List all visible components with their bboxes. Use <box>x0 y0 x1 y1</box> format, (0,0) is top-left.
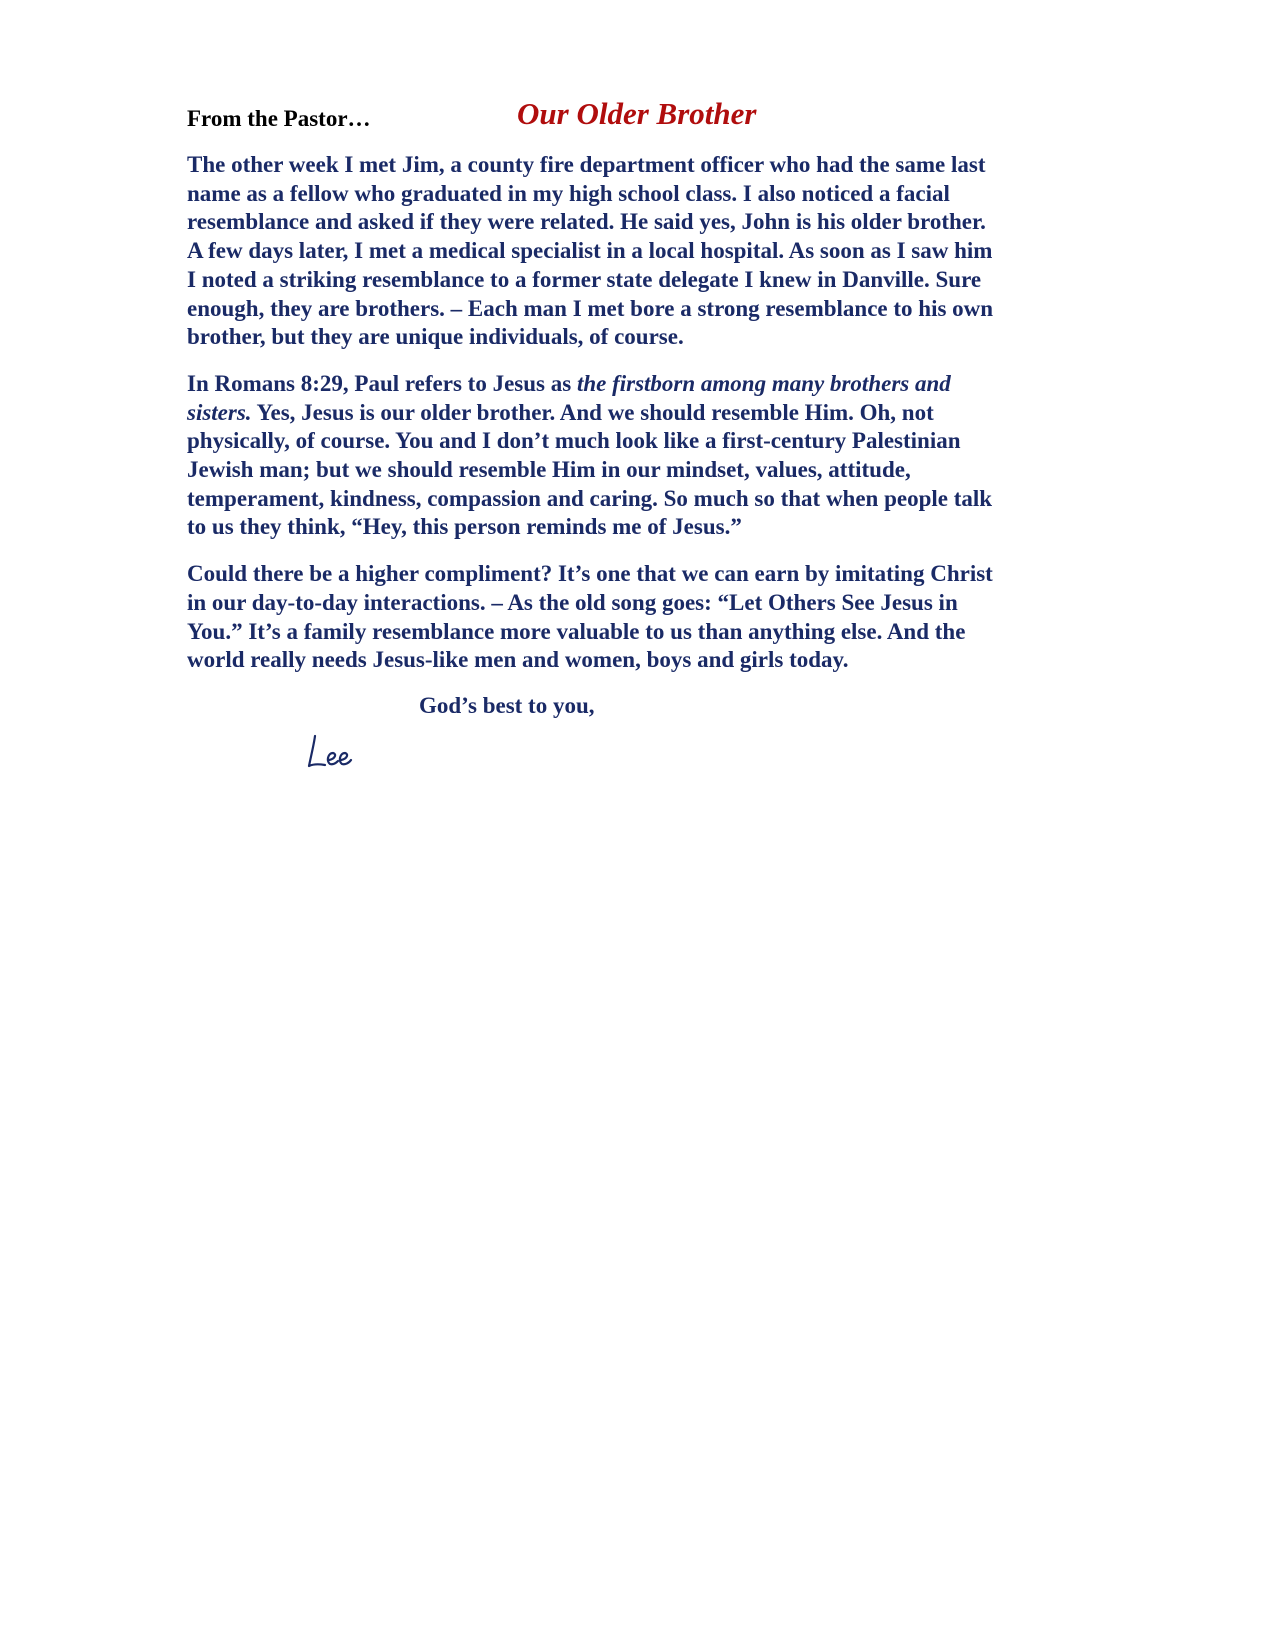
article-title: Our Older Brother <box>517 96 757 131</box>
paragraph-line: in our day-to-day interactions. – As the old song goes: “Let Others See Jesus in <box>187 589 958 615</box>
paragraph-line: resemblance and asked if they were related. He said yes, John is his older brother. <box>187 209 986 235</box>
paragraph-line <box>187 370 1087 399</box>
paragraph-1 <box>187 151 1087 352</box>
paragraph-line: world really needs Jesus-like men and women, boys and girls today. <box>187 647 849 673</box>
paragraph-line: enough, they are brothers. – Each man I met bore a strong resemblance to his own <box>187 295 994 321</box>
paragraph-line: A few days later, I met a medical specialist in a local hospital. As soon as I saw him <box>187 238 993 264</box>
paragraph-line: Could there be a higher compliment? It’s one that we can earn by imitating Christ <box>187 561 993 587</box>
paragraph-line: name as a fellow who graduated in my high school class. I also noticed a facial <box>187 180 950 206</box>
paragraph-line: temperament, kindness, compassion and caring. So much so that when people talk <box>187 485 993 511</box>
scripture-quote: sisters. <box>187 399 252 425</box>
paragraph-line: The other week I met Jim, a county fire department officer who had the same last <box>187 152 986 177</box>
paragraph-2 <box>187 370 1087 542</box>
text-run: In Romans 8:29, Paul refers to Jesus as <box>187 370 577 396</box>
scripture-quote: the firstborn among many brothers and <box>576 370 951 396</box>
paragraph-3 <box>187 560 1087 675</box>
closing-salutation: God’s best to you, <box>419 692 595 718</box>
from-pastor-label: From the Pastor… <box>187 106 371 131</box>
text-run: Yes, Jesus is our older brother. And we should resemble Him. Oh, not <box>251 399 934 425</box>
pastor-letter <box>187 96 1087 719</box>
paragraph-line: I noted a striking resemblance to a former state delegate I knew in Danville. Sure <box>187 266 982 292</box>
paragraph-line: Jewish man; but we should resemble Him in our mindset, values, attitude, <box>187 457 911 483</box>
paragraph-line <box>187 399 1087 428</box>
handwritten-signature <box>303 730 373 776</box>
letter-header <box>187 96 1087 140</box>
paragraph-line: physically, of course. You and I don’t much look like a first-century Palestinian <box>187 428 961 454</box>
paragraph-line: You.” It’s a family resemblance more valuable to us than anything else. And the <box>187 618 966 644</box>
paragraph-line: brother, but they are unique individuals, of course. <box>187 324 684 350</box>
paragraph-line: to us they think, “Hey, this person reminds me of Jesus.” <box>187 514 742 540</box>
